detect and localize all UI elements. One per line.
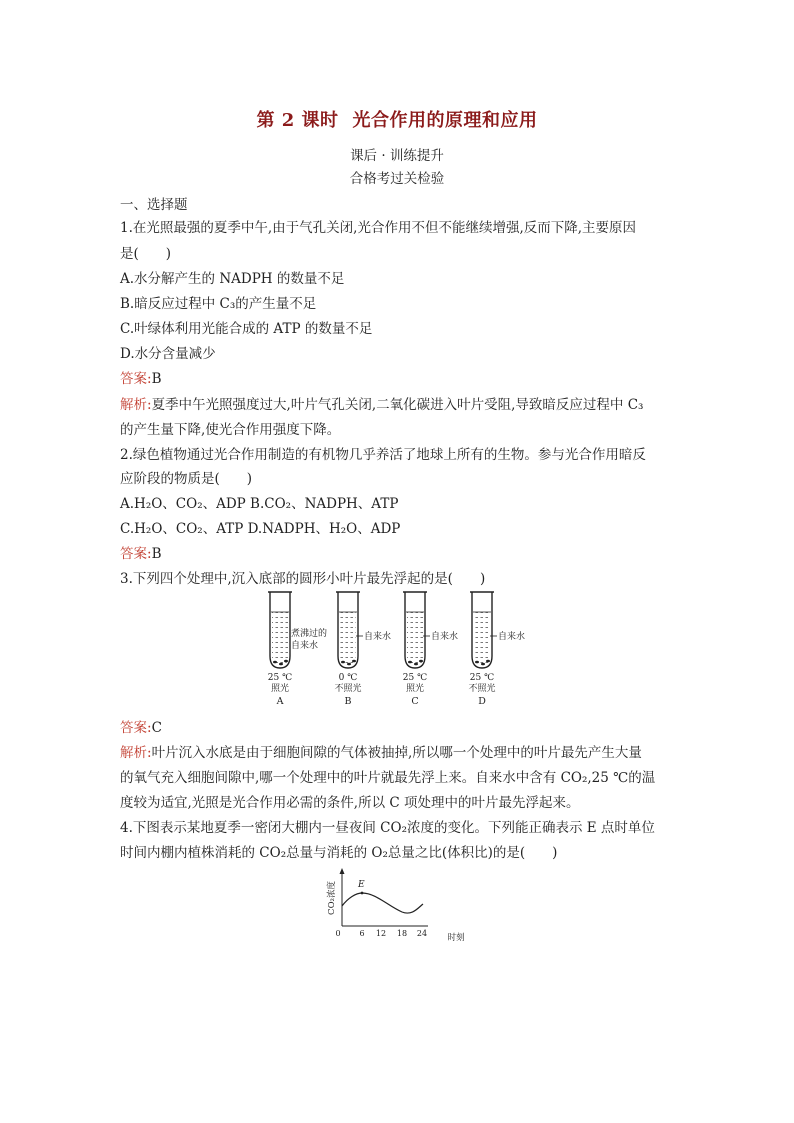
- q2-options-line1: A.H₂O、CO₂、ADP B.CO₂、NADPH、ATP: [120, 496, 399, 512]
- q2-stem-line2: 应阶段的物质是( ): [120, 471, 253, 487]
- tube-d-light: 不照光: [468, 684, 496, 694]
- q2-answer: [120, 542, 161, 562]
- graph-tick-18: 18: [396, 929, 408, 938]
- q3-analysis-line1: 解析:叶片沉入水底是由于细胞间隙的气体被抽掉,所以哪一个处理中的叶片最先产生大量: [120, 745, 642, 761]
- q3-stem: 3.下列四个处理中,沉入底部的圆形小叶片最先浮起的是( ): [120, 571, 486, 587]
- q1-stem-line2: 是( ): [120, 246, 172, 262]
- point-e: [361, 892, 364, 895]
- co2-curve: [342, 893, 423, 913]
- tube-d-liquid-label: 自来水: [498, 632, 526, 642]
- subtitle: 课后 · 训练提升: [350, 148, 444, 164]
- tube-b-letter: B: [344, 696, 352, 707]
- q3-analysis-line3: 度较为适宜,光照是光合作用必需的条件,所以 C 项处理中的叶片最先浮起来。: [120, 795, 580, 811]
- q1-stem-line1: 1.在光照最强的夏季中午,由于气孔关闭,光合作用不但不能继续增强,反而下降,主要原因: [120, 220, 637, 236]
- tube-b-light: 不照光: [334, 684, 362, 694]
- co2-curve-graph: [320, 866, 480, 944]
- q2-options-line2: C.H₂O、CO₂、ATP D.NADPH、H₂O、ADP: [120, 521, 401, 537]
- graph-y-label: CO₂浓度: [327, 881, 337, 915]
- point-e-label: E: [358, 880, 365, 890]
- tube-a-temp: 25 ℃: [267, 673, 293, 683]
- graph-x-label: 时刻: [447, 933, 465, 943]
- tube-d: [468, 592, 525, 707]
- answer-value: C: [151, 720, 162, 736]
- tube-b-liquid-label: 自来水: [364, 632, 392, 642]
- answer-label: 答案:: [120, 371, 152, 387]
- page-title: [0, 106, 794, 132]
- graph-tick-12: 12: [375, 929, 387, 938]
- q1-answer: [120, 367, 161, 387]
- tube-b: [334, 592, 391, 707]
- answer-label: 答案:: [120, 720, 152, 736]
- tube-c-liquid-label: 自来水: [431, 632, 459, 642]
- tube-a: [268, 592, 327, 707]
- tube-b-temp: 0 ℃: [338, 673, 358, 683]
- q2-stem-line1: 2.绿色植物通过光合作用制造的有机物几乎养活了地球上所有的生物。参与光合作用暗反: [120, 447, 646, 463]
- tube-d-temp: 25 ℃: [469, 673, 495, 683]
- q1-option-c: C.叶绿体利用光能合成的 ATP 的数量不足: [120, 321, 373, 337]
- answer-value: B: [151, 546, 162, 562]
- section-title: 合格考过关检验: [349, 171, 445, 187]
- analysis-label: 解析:: [120, 397, 152, 413]
- tube-c: [403, 592, 458, 707]
- q4-stem-line2: 时间内棚内植株消耗的 CO₂总量与消耗的 O₂总量之比(体积比)的是( ): [120, 845, 558, 861]
- tube-a-liquid-label: 煮沸过的: [291, 629, 328, 639]
- q3-analysis-line2: 的氧气充入细胞间隙中,哪一个处理中的叶片就最先浮上来。自来水中含有 CO₂,25 ℃的温: [120, 770, 656, 786]
- part-heading: 一、选择题: [120, 197, 188, 213]
- q1-option-d: D.水分含量减少: [120, 346, 216, 362]
- test-tube-figure: [255, 590, 545, 710]
- q1-analysis-line2: 的产生量下降,使光合作用强度下降。: [120, 422, 341, 438]
- tube-a-light: 照光: [270, 684, 290, 694]
- answer-value: B: [151, 371, 162, 387]
- tube-c-letter: C: [411, 696, 419, 707]
- lesson-title: 光合作用的原理和应用: [352, 110, 538, 131]
- q1-option-b: B.暗反应过程中 C₃的产生量不足: [120, 296, 317, 312]
- graph-tick-6: 6: [359, 929, 365, 938]
- tube-a-letter: A: [276, 696, 284, 707]
- tube-c-temp: 25 ℃: [402, 673, 428, 683]
- lesson-number: 第 2 课时: [256, 110, 339, 131]
- tube-d-letter: D: [478, 696, 486, 707]
- graph-origin: 0: [335, 929, 341, 938]
- q1-option-a: A.水分解产生的 NADPH 的数量不足: [120, 271, 345, 287]
- q4-stem-line1: 4.下图表示某地夏季一密闭大棚内一昼夜间 CO₂浓度的变化。下列能正确表示 E 点时单位: [120, 820, 655, 836]
- graph-tick-24: 24: [416, 929, 428, 938]
- q1-analysis-line1: 解析:夏季中午光照强度过大,叶片气孔关闭,二氧化碳进入叶片受阻,导致暗反应过程中 C₃: [120, 397, 644, 413]
- analysis-label: 解析:: [120, 745, 152, 761]
- q3-answer: [120, 716, 162, 736]
- answer-label: 答案:: [120, 546, 152, 562]
- tube-c-light: 照光: [405, 684, 425, 694]
- tube-a-liquid-label2: 自来水: [291, 641, 319, 651]
